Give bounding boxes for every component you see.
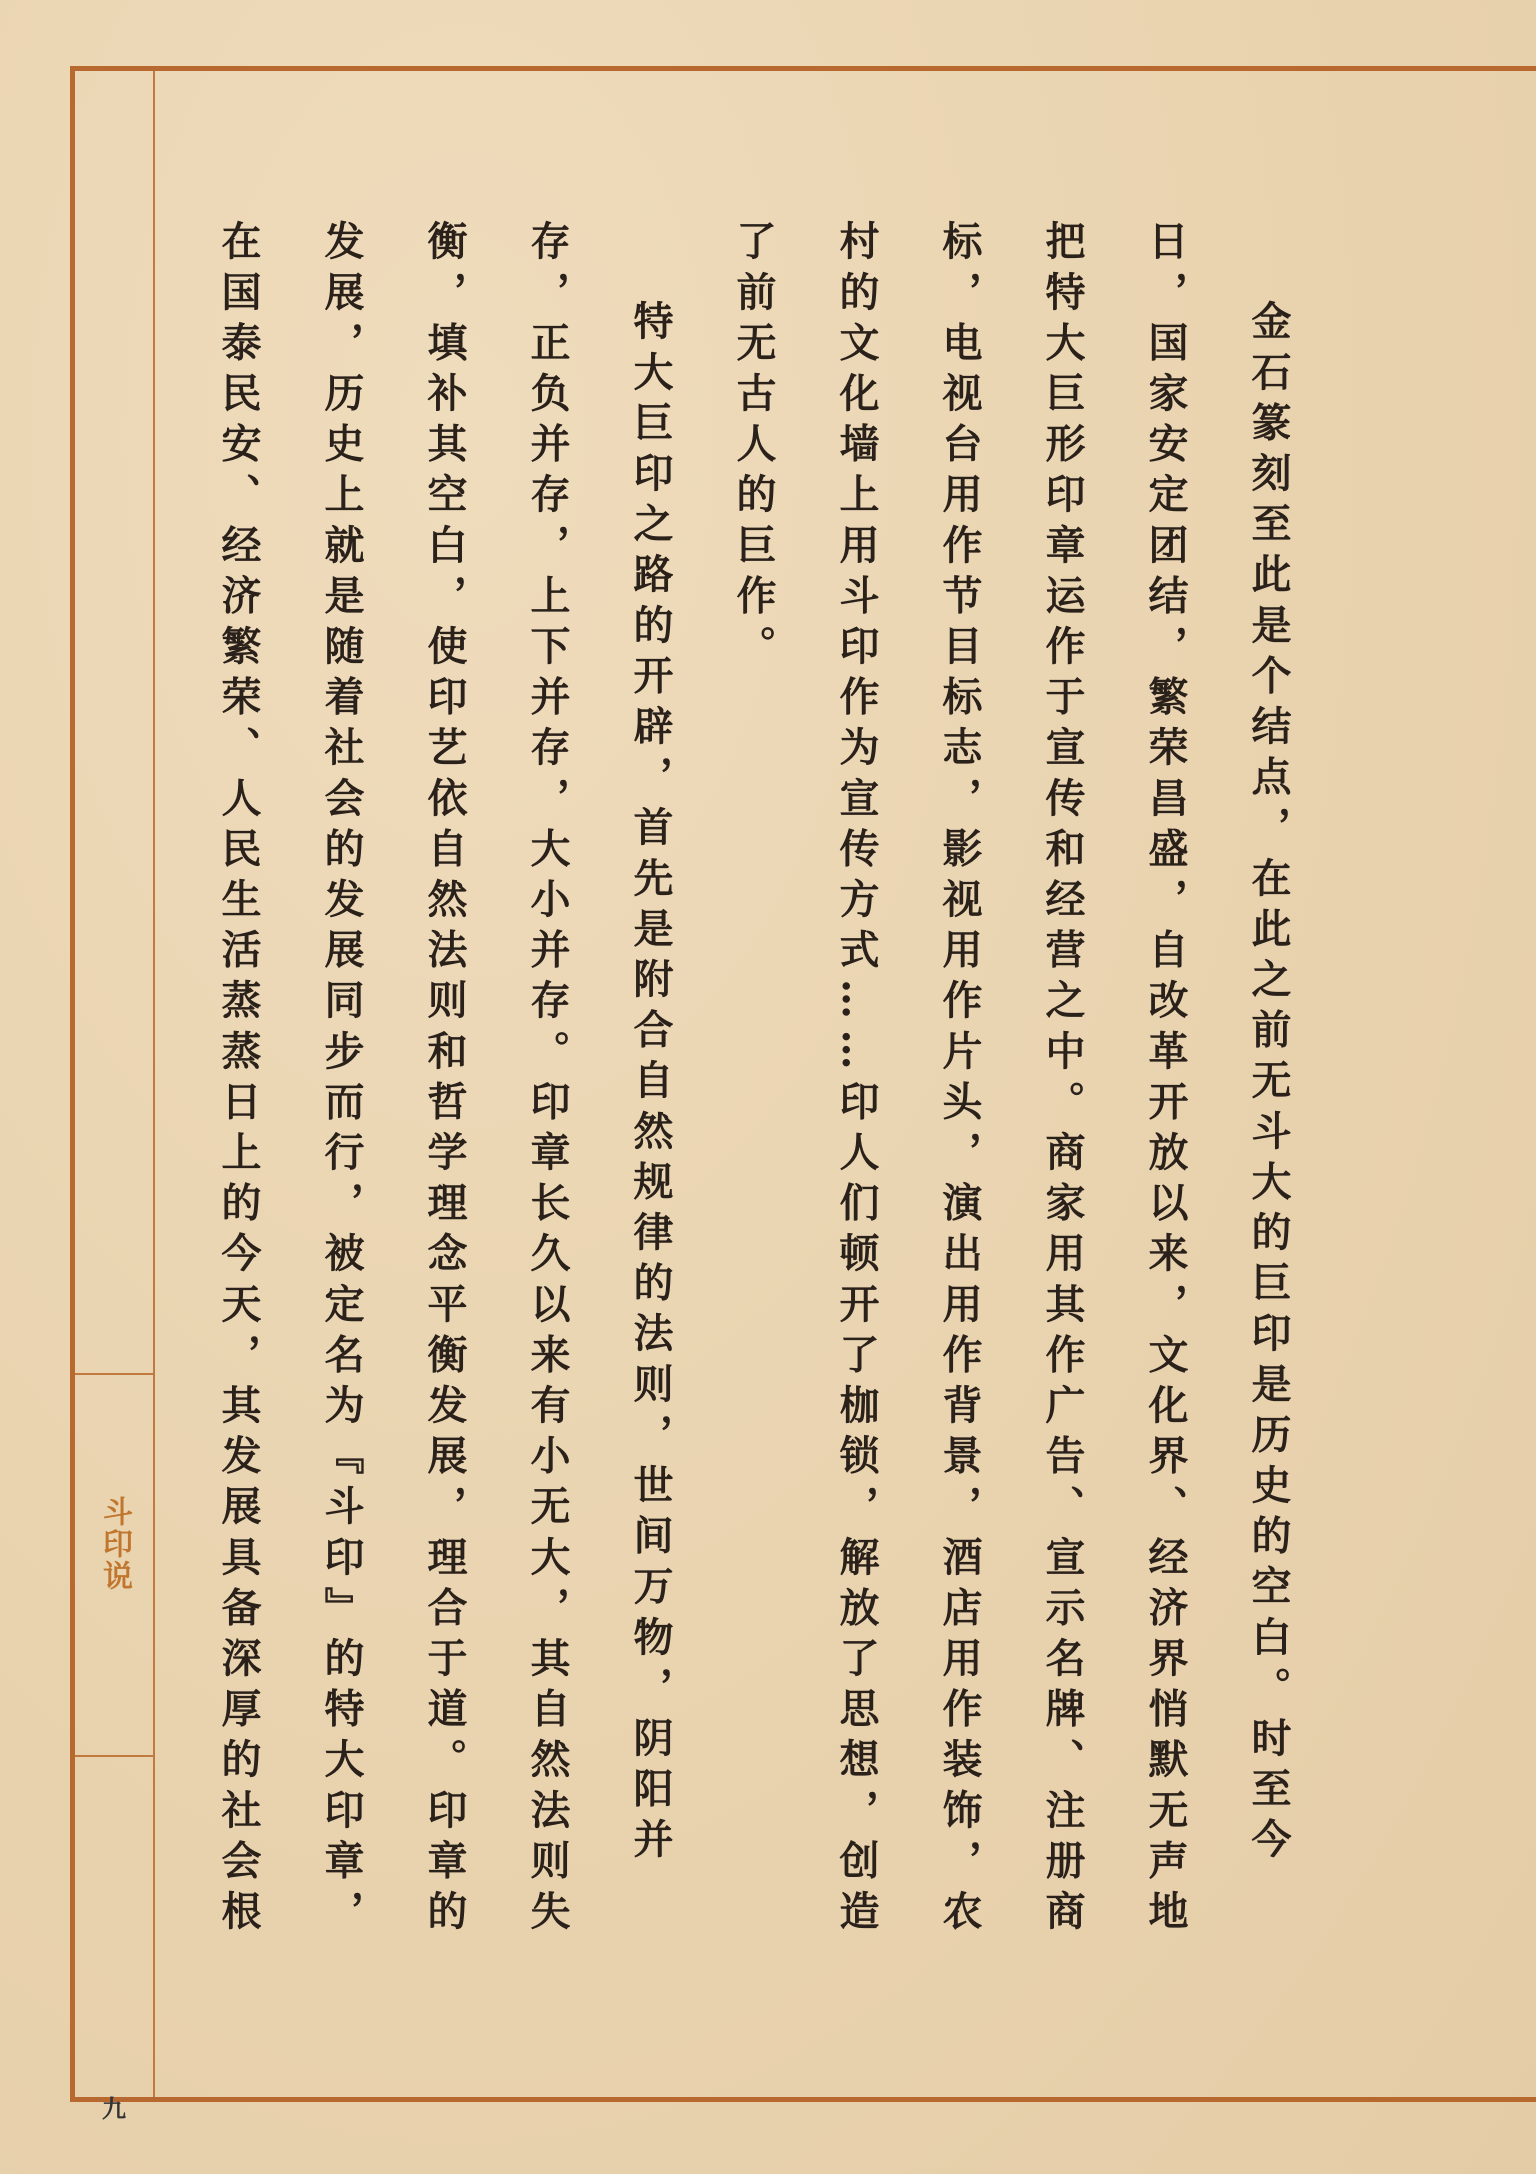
side-strip	[75, 71, 155, 2123]
side-divider-bottom	[75, 1755, 153, 1757]
body-text	[215, 220, 1320, 1960]
paragraph-2: 特大巨印之路的开辟，首先是附合自然规律的法则，世间万物，阴阳并存，正负并存，上下并存，大小并存。印章长久以来有小无大，其自然法则失衡，填补其空白，使印艺依自然法则和哲学理念平衡发展，理合于道。印章的发展，历史上就是随着社会的发展同步而行，被定名为『斗印』的特大印章，在国泰民安、经济繁荣、人民生活蒸蒸日上的今天，其发展具备深厚的社会根	[215, 220, 674, 1941]
side-divider-top	[75, 1373, 153, 1375]
page-number: 九	[102, 2094, 126, 2123]
paragraph-1: 金石篆刻至此是个结点，在此之前无斗大的巨印是历史的空白。时至今日，国家安定团结，繁荣昌盛，自改革开放以来，文化界、经济界悄默无声地把特大巨形印章运作于宣传和经营之中。商家用其作广告、宣示名牌、注册商标，电视台用作节目标志，影视用作片头，演出用作背景，酒店用作装饰，农村的文化墙上用斗印作为宣传方式……印人们顿开了枷锁，解放了思想，创造了前无古人的巨作。	[730, 220, 1292, 1941]
book-title: 斗印说	[97, 1496, 132, 1592]
